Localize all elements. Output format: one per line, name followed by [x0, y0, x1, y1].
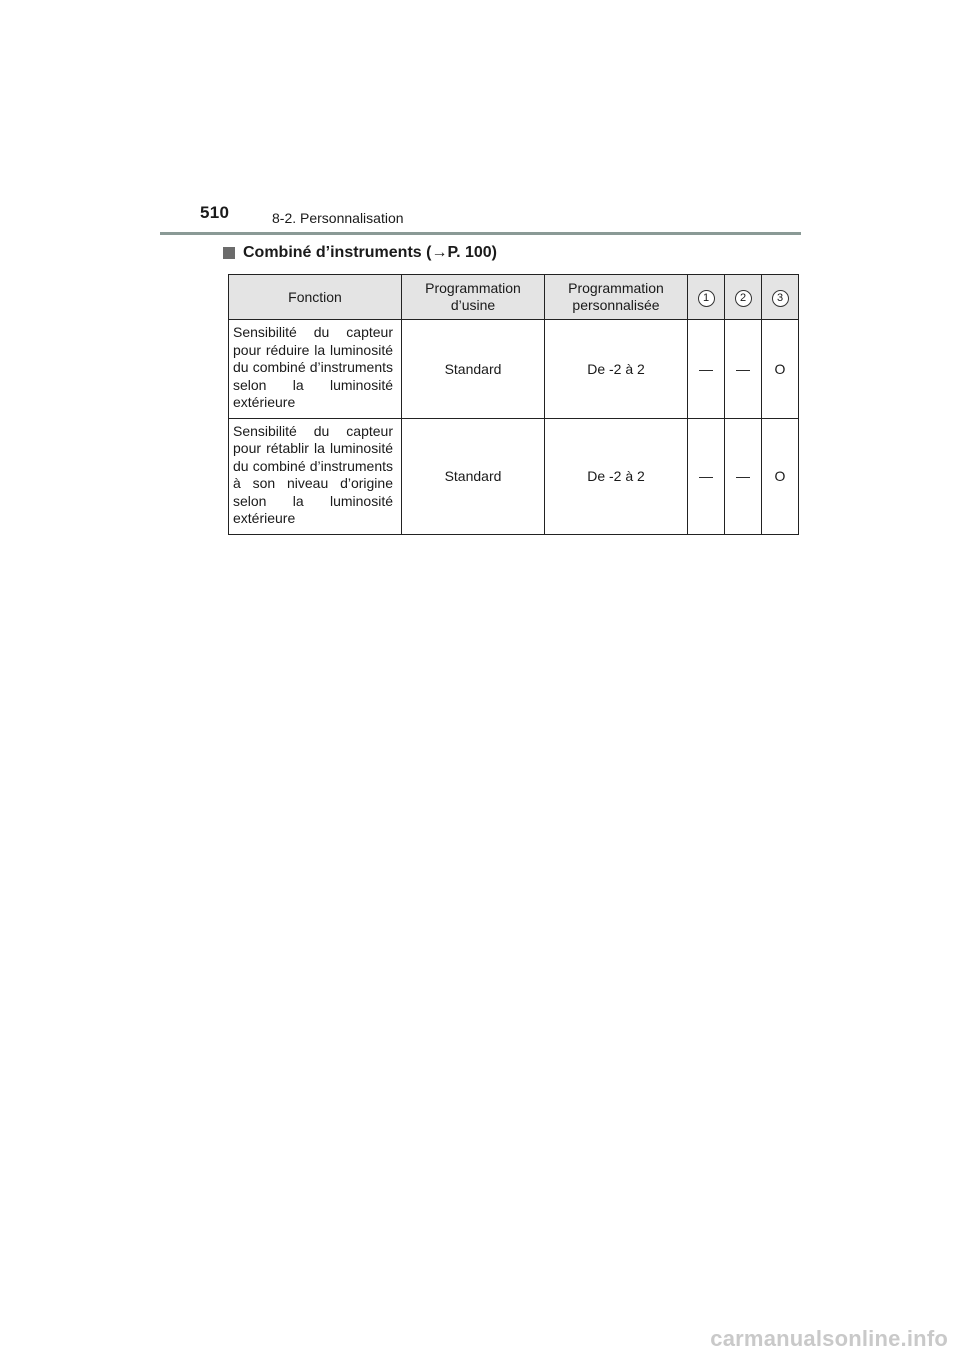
cell-fonction: Sensibilité du capteur pour rétablir la luminosité du combiné d’instruments à son niveau d’origine selon la luminosité extérieure: [229, 418, 402, 534]
header-mode-2: [725, 275, 762, 320]
cell-mode-3: O: [762, 418, 799, 534]
table-row: [229, 418, 799, 534]
cell-mode-1: —: [688, 320, 725, 419]
header-programmation-usine: Programmation d’usine: [402, 275, 545, 320]
header-fonction: Fonction: [229, 275, 402, 320]
cell-usine: Standard: [402, 418, 545, 534]
cell-perso: De -2 à 2: [545, 418, 688, 534]
customization-table: [228, 274, 799, 535]
square-bullet-icon: [223, 247, 235, 259]
cell-perso: De -2 à 2: [545, 320, 688, 419]
cell-mode-2: —: [725, 320, 762, 419]
header-programmation-personnalisee: Programmation personnalisée: [545, 275, 688, 320]
header-divider: [160, 232, 801, 235]
cell-fonction: Sensibilité du capteur pour réduire la luminosité du combiné d’instruments selon la luminosité extérieure: [229, 320, 402, 419]
table-header-row: [229, 275, 799, 320]
cell-mode-3: O: [762, 320, 799, 419]
table-row: [229, 320, 799, 419]
cell-mode-1: —: [688, 418, 725, 534]
heading-text: Combiné d’instruments (→P. 100): [243, 244, 497, 261]
cell-usine: Standard: [402, 320, 545, 419]
circled-3-icon: 3: [772, 290, 789, 307]
section-title: 8-2. Personnalisation: [272, 210, 404, 226]
page-number: 510: [200, 203, 230, 222]
circled-1-icon: 1: [698, 290, 715, 307]
watermark: carmanualsonline.info: [710, 1326, 948, 1351]
cell-mode-2: —: [725, 418, 762, 534]
section-heading: [223, 244, 497, 262]
header-mode-1: [688, 275, 725, 320]
circled-2-icon: 2: [735, 290, 752, 307]
header-mode-3: [762, 275, 799, 320]
